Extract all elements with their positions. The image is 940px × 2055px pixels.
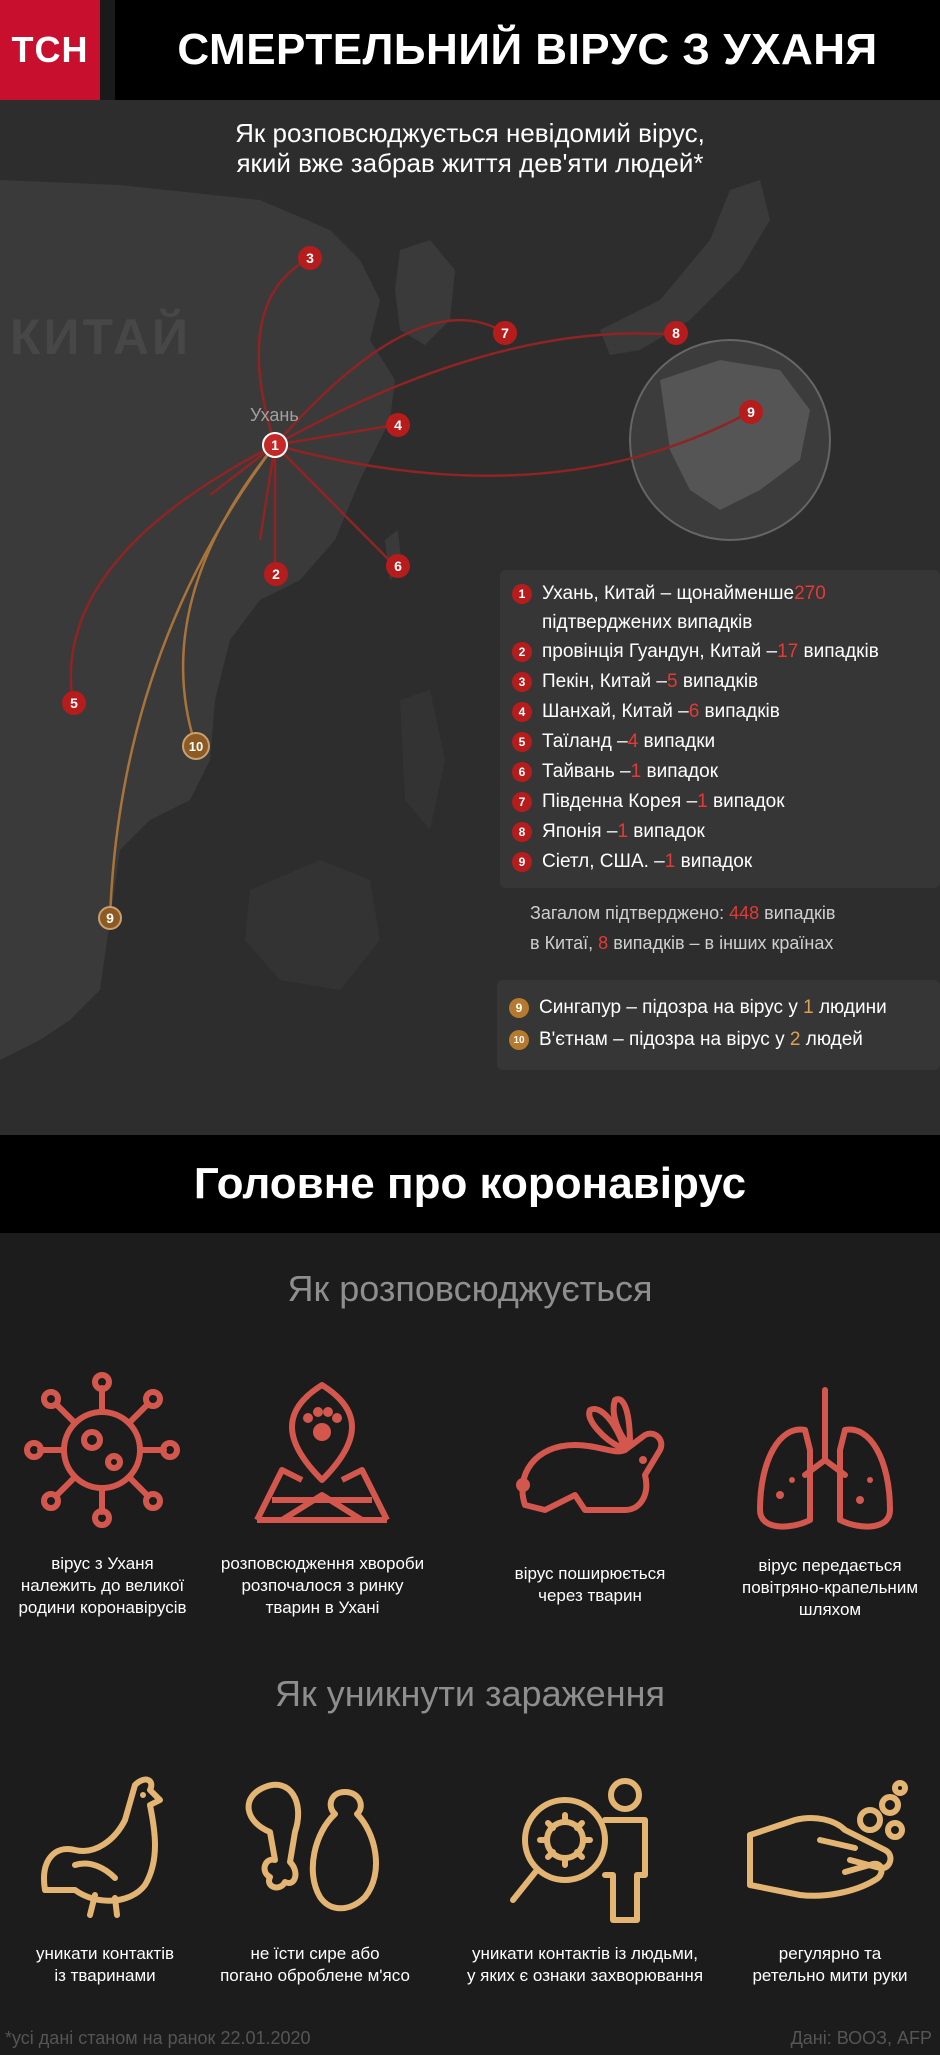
legend-row bbox=[512, 848, 752, 876]
legend-number: 2 bbox=[512, 642, 532, 662]
caption-line: розпочалося з ринку bbox=[241, 1576, 404, 1595]
map-marker[interactable]: 3 bbox=[298, 246, 322, 270]
total-confirmed bbox=[530, 898, 836, 958]
caption-line: тварин в Ухані bbox=[265, 1598, 380, 1617]
legend-text: випадків bbox=[699, 701, 780, 722]
rabbit-icon bbox=[505, 1385, 675, 1535]
legend-text: Пекін, Китай – bbox=[542, 671, 668, 692]
legend-text: випадок bbox=[628, 821, 705, 842]
legend-row bbox=[509, 994, 887, 1022]
page-title: СМЕРТЕЛЬНИЙ ВІРУС З УХАНЯ bbox=[177, 25, 878, 74]
spread-caption bbox=[725, 1555, 935, 1621]
spread-heading: Як розповсюджується bbox=[287, 1268, 653, 1309]
caption-line: шляхом bbox=[798, 1600, 862, 1619]
legend-text: Таїланд – bbox=[542, 731, 628, 752]
caption-line: через тварин bbox=[538, 1586, 642, 1605]
map-marker-suspected[interactable]: 10 bbox=[182, 732, 210, 760]
total-text: в Китаї, bbox=[530, 933, 599, 953]
caption-line: уникати контактів із людьми, bbox=[471, 1944, 699, 1963]
legend-text: випадки bbox=[638, 731, 716, 752]
philippines-shape bbox=[400, 690, 445, 830]
hand-washing-icon bbox=[745, 1780, 910, 1920]
caption-line: із тваринами bbox=[54, 1966, 156, 1985]
legend-value: 1 bbox=[697, 791, 708, 812]
confirmed-cases-legend bbox=[500, 570, 940, 888]
section-banner bbox=[0, 1135, 940, 1233]
legend-text: Шанхай, Китай – bbox=[542, 701, 689, 722]
total-text: випадків bbox=[759, 903, 836, 923]
caption-line: належить до великої bbox=[20, 1576, 185, 1595]
section-title: Головне про коронавірус bbox=[193, 1159, 747, 1208]
caption-line: вірус поширюється bbox=[514, 1564, 666, 1583]
legend-text: випадок bbox=[675, 851, 753, 872]
legend-value: 1 bbox=[664, 851, 676, 872]
footer-source: Дані: ВООЗ, AFP bbox=[790, 2028, 932, 2048]
legend-text: В'єтнам – підозра на вірус у bbox=[539, 1029, 790, 1050]
korea-shape bbox=[395, 240, 455, 345]
footer-note: *усі дані станом на ранок 22.01.2020 bbox=[5, 2028, 311, 2048]
total-value: 8 bbox=[598, 933, 609, 953]
caption-line: вірус з Уханя bbox=[51, 1554, 154, 1573]
caption-line: повітряно-крапельним bbox=[741, 1578, 919, 1597]
legend-value: 17 bbox=[777, 641, 799, 662]
legend-value: 4 bbox=[627, 731, 639, 752]
legend-value: 5 bbox=[667, 671, 678, 692]
spread-caption bbox=[480, 1563, 700, 1607]
legend-value: 6 bbox=[688, 701, 700, 722]
meat-icon bbox=[235, 1772, 395, 1922]
caption-line: не їсти сире або bbox=[250, 1944, 380, 1963]
caption-line: родини коронавірусів bbox=[18, 1598, 187, 1617]
legend-row bbox=[512, 698, 780, 726]
legend-text: підтверджених випадків bbox=[542, 612, 753, 633]
country-label: КИТАЙ bbox=[10, 309, 191, 365]
spread-caption bbox=[200, 1553, 445, 1619]
suspected-cases-legend bbox=[497, 980, 940, 1070]
avoid-caption bbox=[10, 1943, 200, 1987]
spread-caption bbox=[0, 1553, 205, 1619]
logo-text: ТСН bbox=[11, 29, 89, 70]
legend-row-continued bbox=[542, 609, 752, 637]
avoid-heading: Як уникнути зараження bbox=[275, 1673, 665, 1714]
legend-text: Південна Корея – bbox=[542, 791, 698, 812]
legend-number: 6 bbox=[512, 762, 532, 782]
legend-number: 9 bbox=[509, 998, 529, 1018]
borneo-shape bbox=[245, 860, 380, 990]
legend-row bbox=[512, 788, 785, 816]
total-line bbox=[530, 928, 836, 958]
total-text: Загалом підтверджено: bbox=[530, 903, 730, 923]
map-marker[interactable]: 9 bbox=[739, 400, 763, 424]
legend-value: 1 bbox=[630, 761, 642, 782]
legend-number: 7 bbox=[512, 792, 532, 812]
legend-value: 1 bbox=[803, 997, 814, 1018]
legend-row bbox=[512, 818, 705, 846]
legend-row bbox=[512, 638, 879, 666]
legend-row bbox=[512, 668, 758, 696]
legend-row bbox=[512, 580, 826, 608]
map-marker[interactable]: 8 bbox=[664, 321, 688, 345]
legend-text: випадок bbox=[707, 791, 785, 812]
caption-line: вірус передається bbox=[758, 1556, 902, 1575]
legend-text: Сіетл, США. – bbox=[542, 851, 665, 872]
virus-icon bbox=[22, 1370, 182, 1530]
legend-text: людини bbox=[813, 997, 887, 1018]
caption-line: у яких є ознаки захворювання bbox=[466, 1966, 704, 1985]
total-line bbox=[530, 898, 836, 928]
legend-text: людей bbox=[800, 1029, 863, 1050]
map-marker-suspected[interactable]: 9 bbox=[98, 906, 122, 930]
legend-number: 8 bbox=[512, 822, 532, 842]
legend-number: 4 bbox=[512, 702, 532, 722]
legend-text: провінція Гуандун, Китай – bbox=[542, 641, 778, 662]
total-value: 448 bbox=[729, 903, 760, 923]
map-marker[interactable]: 1 bbox=[262, 432, 288, 458]
caption-line: погано оброблене м'ясо bbox=[220, 1966, 410, 1985]
legend-value: 1 bbox=[617, 821, 629, 842]
legend-row bbox=[509, 1026, 863, 1054]
subtitle-line: Як розповсюджується невідомий вірус, bbox=[235, 118, 705, 148]
lungs-icon bbox=[750, 1380, 900, 1540]
paw-location-icon bbox=[242, 1370, 402, 1530]
legend-text: Ухань, Китай – щонайменше bbox=[542, 583, 795, 604]
avoid-caption bbox=[440, 1943, 730, 1987]
caption-line: розповсюдження хвороби bbox=[220, 1554, 425, 1573]
tsn-logo[interactable] bbox=[0, 0, 100, 100]
avoid-caption bbox=[730, 1943, 930, 1987]
legend-number: 3 bbox=[512, 672, 532, 692]
total-text: випадків – в інших країнах bbox=[608, 933, 834, 953]
map-marker[interactable]: 5 bbox=[62, 691, 86, 715]
legend-number: 10 bbox=[509, 1030, 529, 1050]
legend-number: 9 bbox=[512, 852, 532, 872]
legend-value: 2 bbox=[789, 1029, 801, 1050]
legend-value: 270 bbox=[794, 583, 826, 604]
legend-text: Сингапур – підозра на вірус у bbox=[539, 997, 804, 1018]
legend-text: Японія – bbox=[542, 821, 618, 842]
legend-text: випадків bbox=[798, 641, 879, 662]
legend-text: випадок bbox=[641, 761, 719, 782]
legend-text: Тайвань – bbox=[542, 761, 631, 782]
title-banner bbox=[115, 0, 940, 100]
chicken-icon bbox=[35, 1770, 175, 1920]
caption-line: ретельно мити руки bbox=[752, 1966, 908, 1985]
legend-number: 1 bbox=[512, 584, 532, 604]
legend-text: випадків bbox=[677, 671, 759, 692]
caption-line: уникати контактів bbox=[35, 1944, 175, 1963]
map-marker[interactable]: 6 bbox=[386, 554, 410, 578]
city-label: Ухань bbox=[250, 405, 299, 425]
map-marker[interactable]: 2 bbox=[264, 562, 288, 586]
map-marker[interactable]: 7 bbox=[493, 321, 517, 345]
map-marker[interactable]: 4 bbox=[386, 413, 410, 437]
map-subtitle bbox=[120, 118, 820, 178]
caption-line: регулярно та bbox=[778, 1944, 882, 1963]
legend-row bbox=[512, 728, 715, 756]
subtitle-line: який вже забрав життя дев'яти людей* bbox=[236, 148, 704, 178]
person-magnifier-icon bbox=[505, 1770, 665, 1930]
avoid-caption bbox=[195, 1943, 435, 1987]
legend-number: 5 bbox=[512, 732, 532, 752]
legend-row bbox=[512, 758, 718, 786]
